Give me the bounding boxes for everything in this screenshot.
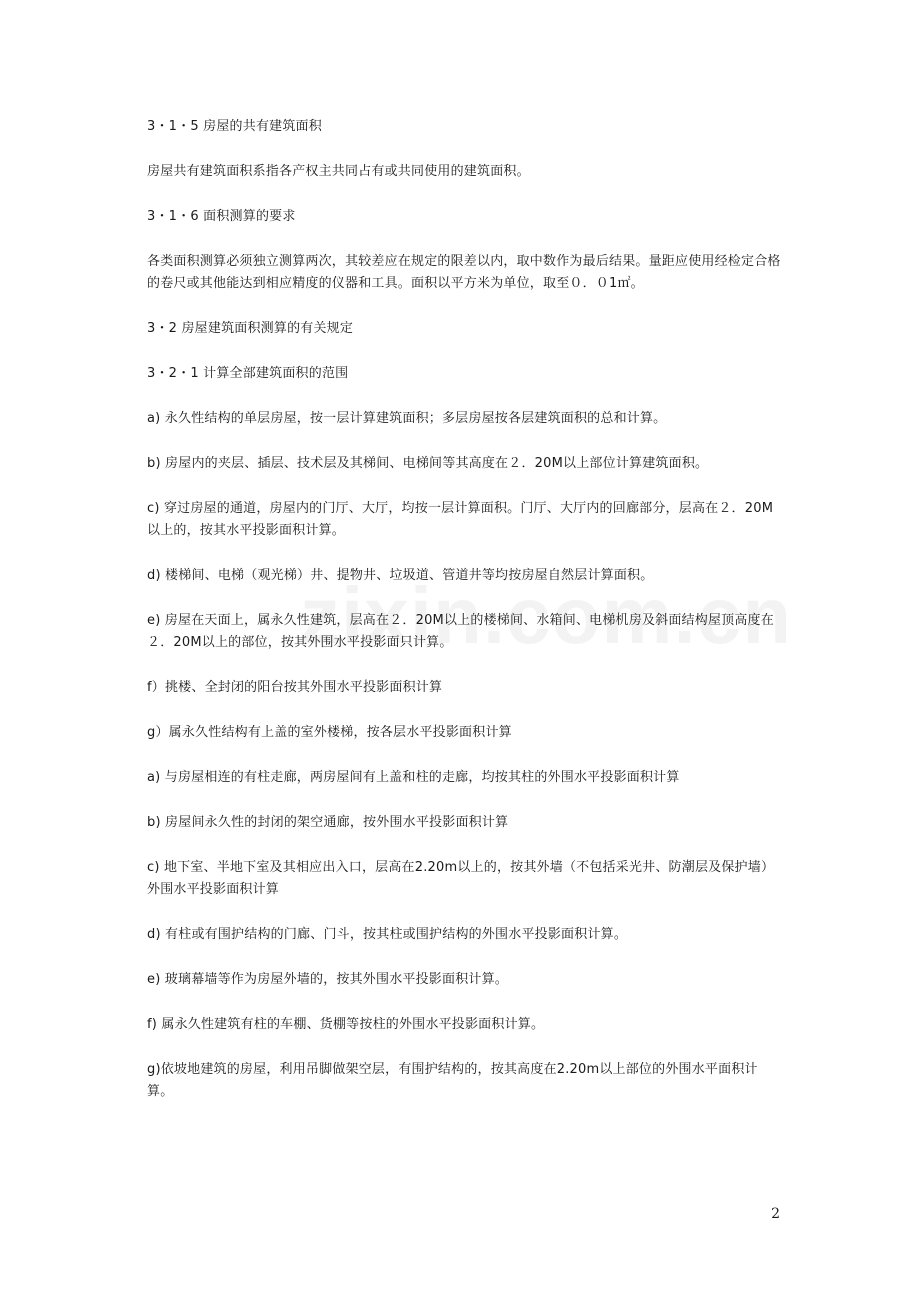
page-number: 2 — [771, 1206, 780, 1222]
list-item: a) 与房屋相连的有柱走廊，两房屋间有上盖和柱的走廊，均按其柱的外围水平投影面积计算 — [147, 770, 680, 785]
paragraph: 各类面积测算必须独立测算两次，其较差应在规定的限差以内，取中数作为最后结果。量距应使用经检定合格的卷尺或其他能达到相应精度的仪器和工具。面积以平方米为单位，取至０．０1㎡。 — [147, 254, 781, 291]
list-item: b) 房屋间永久性的封闭的架空通廊，按外围水平投影面积计算 — [147, 815, 509, 830]
list-item: c) 地下室、半地下室及其相应出入口，层高在2.20m以上的，按其外墙（不包括采光井、防潮层及保护墙）外围水平投影面积计算 — [147, 860, 775, 897]
list-item: f）挑楼、全封闭的阳台按其外围水平投影面积计算 — [147, 680, 443, 695]
list-item: a) 永久性结构的单层房屋，按一层计算建筑面积；多层房屋按各层建筑面积的总和计算。 — [147, 411, 667, 426]
list-item: e) 玻璃幕墙等作为房屋外墙的，按其外围水平投影面积计算。 — [147, 972, 509, 987]
document-body — [147, 116, 783, 1126]
section-heading-3-2: 3・2 房屋建筑面积测算的有关规定 — [147, 321, 354, 336]
list-item: g）属永久性结构有上盖的室外楼梯，按各层水平投影面积计算 — [147, 725, 512, 740]
paragraph: 房屋共有建筑面积系指各产权主共同占有或共同使用的建筑面积。 — [147, 164, 530, 179]
section-heading-3-2-1: 3・2・1 计算全部建筑面积的范围 — [147, 366, 349, 381]
list-item: b) 房屋内的夹层、插层、技术层及其梯间、电梯间等其高度在２．20M以上部位计算建筑面积。 — [147, 456, 709, 471]
section-heading-3-1-5: 3・1・5 房屋的共有建筑面积 — [147, 119, 322, 134]
list-item: e) 房屋在天面上，属永久性建筑，层高在２．20M以上的楼梯间、水箱间、电梯机房及斜面结构屋顶高度在２．20M以上的部位，按其外围水平投影面只计算。 — [147, 613, 774, 650]
list-item: c) 穿过房屋的通道，房屋内的门厅、大厅，均按一层计算面积。门厅、大厅内的回廊部分，层高在２．20M以上的，按其水平投影面积计算。 — [147, 501, 774, 538]
list-item: d) 楼梯间、电梯（观光梯）井、提物井、垃圾道、管道井等均按房屋自然层计算面积。 — [147, 568, 654, 583]
section-heading-3-1-6: 3・1・6 面积测算的要求 — [147, 209, 296, 224]
list-item: f) 属永久性建筑有柱的车棚、货棚等按柱的外围水平投影面积计算。 — [147, 1017, 545, 1032]
list-item: g)依坡地建筑的房屋，利用吊脚做架空层，有围护结构的，按其高度在2.20m以上部位的外围水平面积计算。 — [147, 1062, 758, 1099]
list-item: d) 有柱或有围护结构的门廊、门斗，按其柱或围护结构的外围水平投影面积计算。 — [147, 927, 628, 942]
